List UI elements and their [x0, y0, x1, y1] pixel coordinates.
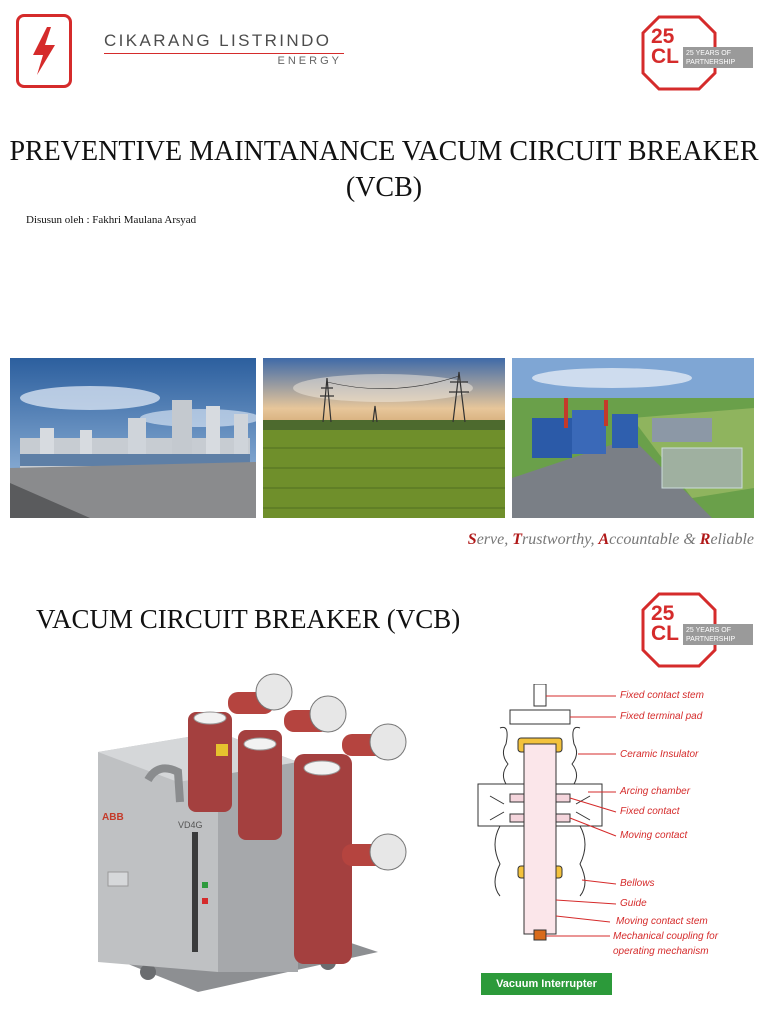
diagram-caption: Vacuum Interrupter — [481, 973, 612, 995]
label-operating-mechanism: operating mechanism — [613, 946, 709, 957]
badge-number: 25 CL — [651, 25, 679, 68]
section-title: VACUM CIRCUIT BREAKER (VCB) — [36, 604, 461, 634]
label-moving-contact-stem: Moving contact stem — [616, 916, 708, 927]
power-plant-photo — [10, 358, 256, 518]
company-wordmark — [104, 31, 344, 67]
label-moving-contact: Moving contact — [620, 830, 688, 841]
label-mechanical-coupling: Mechanical coupling for — [613, 931, 719, 942]
label-bellows: Bellows — [620, 878, 655, 889]
label-arcing-chamber: Arcing chamber — [620, 786, 691, 797]
label-ceramic-insulator: Ceramic Insulator — [620, 749, 699, 760]
label-fixed-contact-stem: Fixed contact stem — [620, 690, 704, 701]
badge-number: 25 CL — [651, 602, 679, 645]
breaker-model: VD4G — [178, 820, 203, 830]
author-line: Disusun oleh : Fakhri Maulana Arsyad — [26, 214, 197, 226]
vcb-breaker-image — [88, 672, 428, 1012]
company-name: CIKARANG LISTRINDO — [104, 31, 332, 50]
anniversary-badge — [641, 15, 753, 91]
anniversary-badge-2 — [641, 592, 753, 668]
breaker-brand: ABB — [102, 812, 124, 823]
label-fixed-terminal-pad: Fixed terminal pad — [620, 711, 703, 722]
company-logo — [16, 14, 72, 88]
company-tagline: Serve, Trustworthy, Accountable & Reliable — [467, 531, 754, 548]
label-fixed-contact: Fixed contact — [620, 806, 680, 817]
badge-tag: 25 YEARS OF PARTNERSHIP — [683, 47, 753, 68]
rice-field-photo — [263, 358, 505, 518]
lightning-icon — [19, 17, 69, 85]
vacuum-interrupter-diagram — [470, 684, 760, 964]
badge-tag: 25 YEARS OF PARTNERSHIP — [683, 624, 753, 645]
label-guide: Guide — [620, 898, 647, 909]
wordmark-rule — [104, 53, 344, 54]
company-sub: ENERGY — [277, 55, 342, 67]
page-title: PREVENTIVE MAINTANANCE VACUM CIRCUIT BREAKER (VCB) — [9, 136, 759, 203]
aerial-plant-photo — [512, 358, 754, 518]
